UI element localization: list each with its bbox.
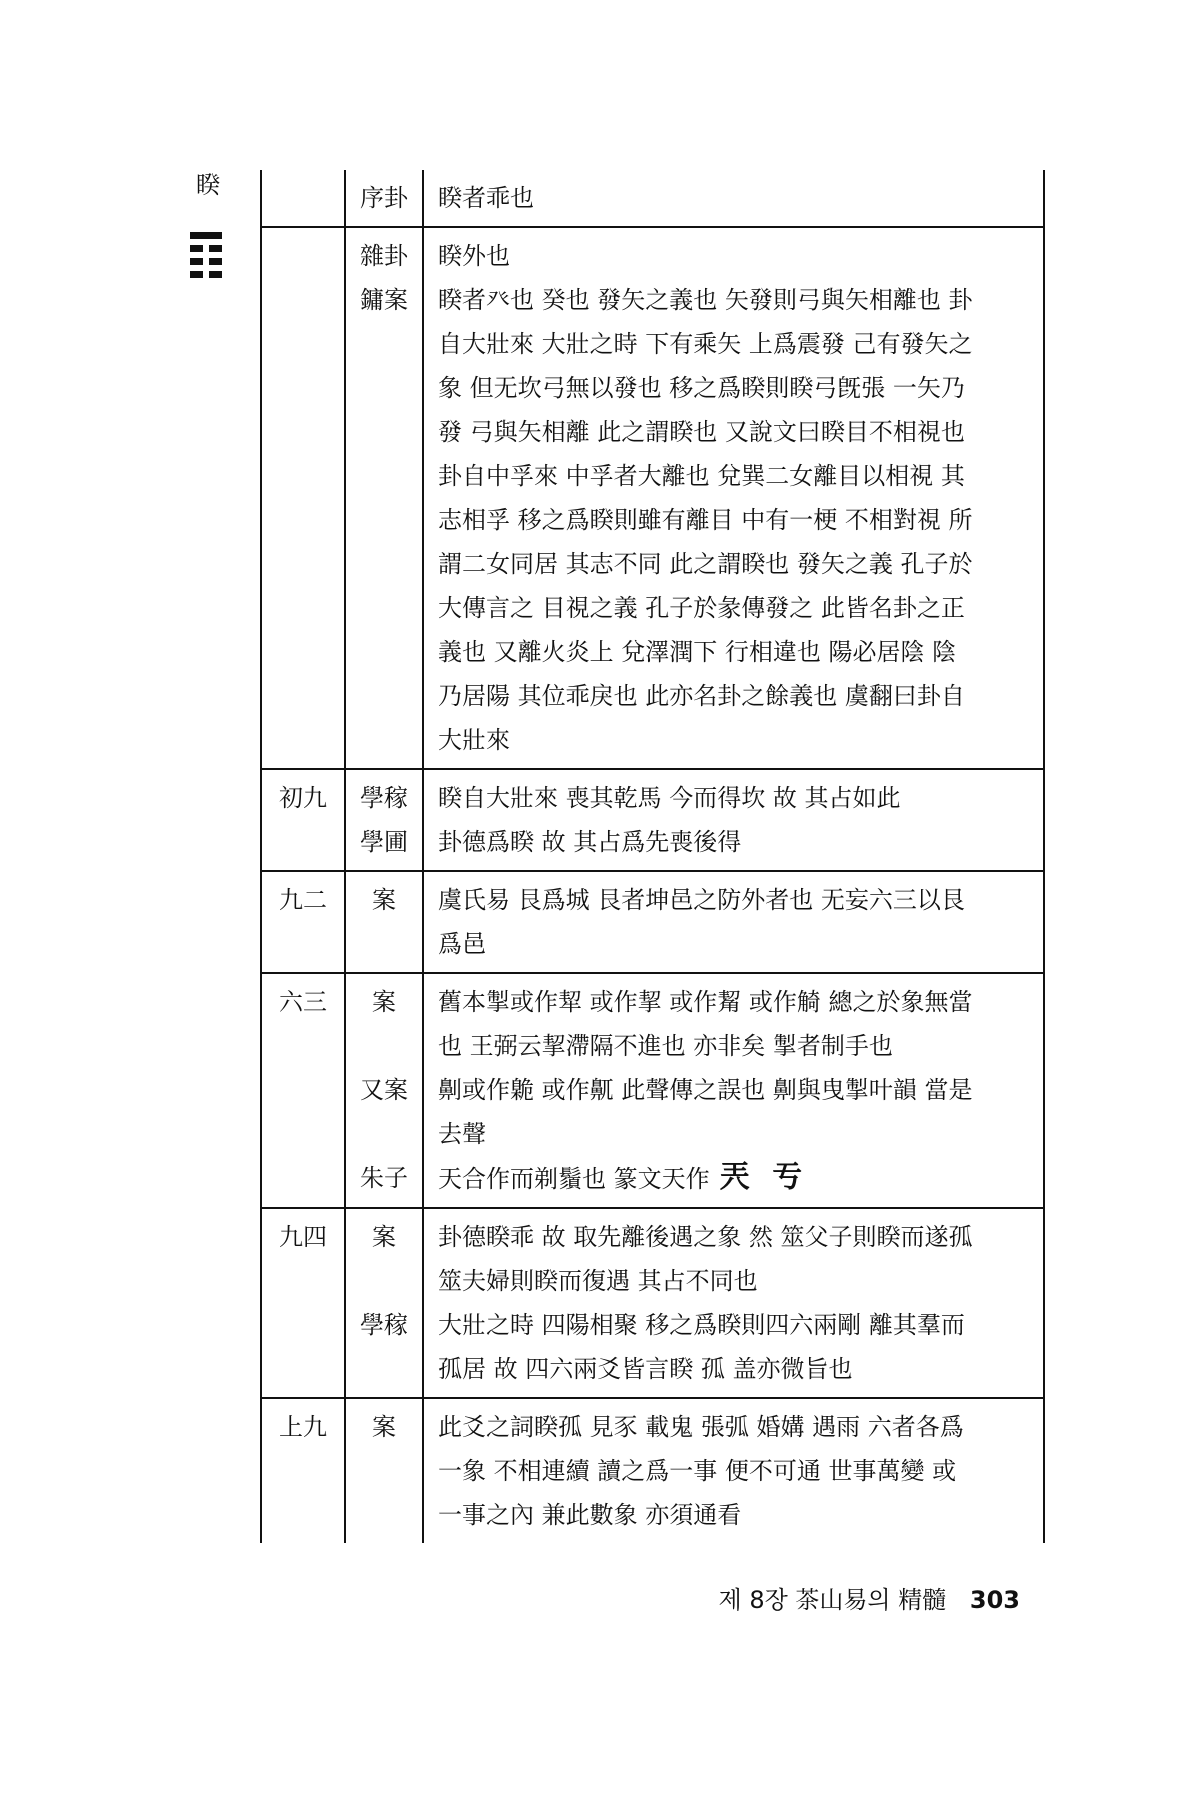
commentary-text: 舊本掣或作㸷 或作挈 或作觢 或作觭 總之於象無當 bbox=[438, 988, 973, 1016]
source-label: 又案 bbox=[360, 1076, 408, 1104]
commentary-text: 睽者乖也 bbox=[438, 184, 534, 212]
commentary-text: 此爻之詞睽孤 見豕 載鬼 張弧 婚媾 遇雨 六者各爲 bbox=[438, 1413, 964, 1441]
commentary-line bbox=[438, 586, 1033, 630]
commentary-line bbox=[438, 1024, 1033, 1068]
source-label bbox=[346, 1112, 422, 1156]
source-label: 學稼 bbox=[360, 784, 408, 812]
commentary-line bbox=[438, 1068, 1033, 1112]
commentary-text: 志相孚 移之爲睽則雖有離目 中有一梗 不相對視 所 bbox=[438, 506, 973, 534]
table-row bbox=[261, 973, 1044, 1208]
commentary-line bbox=[438, 630, 1033, 674]
commentary-text: 大壯之時 四陽相聚 移之爲睽則四六兩剛 離其羣而 bbox=[438, 1311, 965, 1339]
seal-script-glyphs: 兲 亐 bbox=[719, 1160, 809, 1195]
table-row bbox=[261, 871, 1044, 973]
hexagram-label: 睽 bbox=[196, 171, 220, 199]
commentary-line bbox=[438, 454, 1033, 498]
source-label-cell bbox=[345, 1398, 423, 1543]
commentary-text: 卦自中孚來 中孚者大離也 兌巽二女離目以相視 其 bbox=[438, 462, 965, 490]
commentary-text: 卦德爲睽 故 其占爲先喪後得 bbox=[438, 828, 742, 856]
commentary-text: 爲邑 bbox=[438, 930, 486, 958]
commentary-cell bbox=[423, 973, 1044, 1208]
commentary-line bbox=[438, 980, 1033, 1024]
commentary-text: 虞氏易 艮爲城 艮者坤邑之防外者也 无妄六三以艮 bbox=[438, 886, 965, 914]
chapter-title: 제 8장 茶山易의 精髓 bbox=[718, 1586, 947, 1614]
commentary-line bbox=[438, 176, 1033, 220]
commentary-text: 孤居 故 四六兩爻皆言睽 孤 盖亦微旨也 bbox=[438, 1355, 853, 1383]
source-label-cell bbox=[345, 871, 423, 973]
commentary-line bbox=[438, 878, 1033, 922]
commentary-line bbox=[438, 1405, 1033, 1449]
source-label: 鏞案 bbox=[360, 286, 408, 314]
commentary-line bbox=[438, 234, 1033, 278]
line-position-cell bbox=[261, 227, 345, 769]
commentary-cell bbox=[423, 871, 1044, 973]
line-position-cell: 六三 bbox=[261, 973, 345, 1208]
line-position-cell: 九二 bbox=[261, 871, 345, 973]
commentary-line bbox=[438, 1303, 1033, 1347]
table-row bbox=[261, 170, 1044, 227]
commentary-cell bbox=[423, 1208, 1044, 1398]
commentary-line bbox=[438, 1112, 1033, 1156]
commentary-text: 大傳言之 目視之義 孔子於彖傳發之 此皆名卦之正 bbox=[438, 594, 965, 622]
commentary-text: 睽自大壯來 喪其乾馬 今而得坎 故 其占如此 bbox=[438, 784, 901, 812]
commentary-text: 義也 又離火炎上 兌澤潤下 行相違也 陽必居陰 陰 bbox=[438, 638, 957, 666]
line-position-cell: 九四 bbox=[261, 1208, 345, 1398]
commentary-text: 大壯來 bbox=[438, 726, 510, 754]
kui-trigram-icon bbox=[190, 232, 222, 284]
commentary-text: 發 弓與矢相離 此之謂睽也 又說文曰睽目不相視也 bbox=[438, 418, 965, 446]
commentary-line bbox=[438, 674, 1033, 718]
source-label bbox=[346, 1259, 422, 1303]
page-number: 303 bbox=[969, 1586, 1020, 1614]
commentary-cell bbox=[423, 227, 1044, 769]
source-label-cell bbox=[345, 170, 423, 227]
source-label: 學圃 bbox=[360, 828, 408, 856]
source-label: 案 bbox=[372, 886, 396, 914]
commentary-line bbox=[438, 1156, 1033, 1201]
source-label-cell bbox=[345, 769, 423, 871]
table-row bbox=[261, 1398, 1044, 1543]
commentary-line bbox=[438, 1493, 1033, 1537]
commentary-line bbox=[438, 718, 1033, 762]
commentary-text: 去聲 bbox=[438, 1120, 486, 1148]
source-label: 朱子 bbox=[360, 1164, 408, 1192]
source-label-cell bbox=[345, 227, 423, 769]
commentary-line bbox=[438, 366, 1033, 410]
source-label bbox=[346, 1024, 422, 1068]
commentary-text: 一象 不相連續 讀之爲一事 便不可通 世事萬變 或 bbox=[438, 1457, 957, 1485]
table-row bbox=[261, 769, 1044, 871]
commentary-text: 睽者癶也 癸也 發矢之義也 矢發則弓與矢相離也 卦 bbox=[438, 286, 973, 314]
commentary-text: 自大壯來 大壯之時 下有乘矢 上爲震發 己有發矢之 bbox=[438, 330, 973, 358]
source-label: 案 bbox=[372, 1223, 396, 1251]
commentary-line bbox=[438, 498, 1033, 542]
commentary-line bbox=[438, 820, 1033, 864]
source-label: 案 bbox=[372, 988, 396, 1016]
commentary-line bbox=[438, 922, 1033, 966]
commentary-line bbox=[438, 1259, 1033, 1303]
commentary-line bbox=[438, 542, 1033, 586]
commentary-text: 一事之內 兼此數象 亦須通看 bbox=[438, 1501, 742, 1529]
commentary-line bbox=[438, 1347, 1033, 1391]
commentary-text: 謂二女同居 其志不同 此之謂睽也 發矢之義 孔子於 bbox=[438, 550, 973, 578]
commentary-text: 卦德睽乖 故 取先離後遇之象 然 筮父子則睽而遂孤 bbox=[438, 1223, 973, 1251]
source-label-cell bbox=[345, 973, 423, 1208]
commentary-line bbox=[438, 776, 1033, 820]
commentary-line bbox=[438, 322, 1033, 366]
line-position-cell: 初九 bbox=[261, 769, 345, 871]
commentary-text: 也 王弼云挈滯隔不進也 亦非矣 掣者制手也 bbox=[438, 1032, 893, 1060]
commentary-line bbox=[438, 410, 1033, 454]
commentary-text: 筮夫婦則睽而復遇 其占不同也 bbox=[438, 1267, 758, 1295]
source-label: 序卦 bbox=[360, 184, 408, 212]
commentary-text: 象 但无坎弓無以發也 移之爲睽則睽弓旣張 一矢乃 bbox=[438, 374, 965, 402]
commentary-line bbox=[438, 278, 1033, 322]
source-label-cell bbox=[345, 1208, 423, 1398]
commentary-text: 天合作而剃鬚也 篆文天作 bbox=[438, 1165, 710, 1193]
table-row bbox=[261, 227, 1044, 769]
commentary-text: 劓或作臲 或作鼿 此聲傳之誤也 劓與曳掣叶韻 當是 bbox=[438, 1076, 973, 1104]
commentary-cell bbox=[423, 769, 1044, 871]
table-row bbox=[261, 1208, 1044, 1398]
annotation-table bbox=[260, 170, 1045, 1543]
commentary-cell bbox=[423, 1398, 1044, 1543]
line-position-cell: 上九 bbox=[261, 1398, 345, 1543]
commentary-cell bbox=[423, 170, 1044, 227]
commentary-text: 睽外也 bbox=[438, 242, 510, 270]
page-footer bbox=[719, 1580, 1020, 1615]
source-label: 雜卦 bbox=[360, 242, 408, 270]
line-position-cell bbox=[261, 170, 345, 227]
commentary-line bbox=[438, 1215, 1033, 1259]
source-label: 學稼 bbox=[360, 1311, 408, 1339]
commentary-line bbox=[438, 1449, 1033, 1493]
source-label: 案 bbox=[372, 1413, 396, 1441]
commentary-text: 乃居陽 其位乖戾也 此亦名卦之餘義也 虞翻曰卦自 bbox=[438, 682, 965, 710]
